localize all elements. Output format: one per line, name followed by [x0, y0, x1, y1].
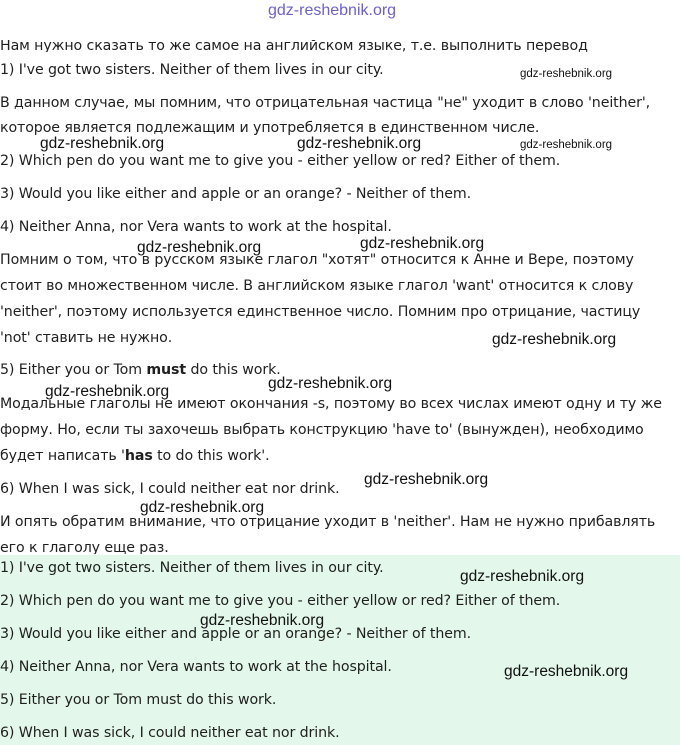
watermark: gdz-reshebnik.org — [364, 471, 489, 488]
note-1-line-1: В данном случае, мы помним, что отрицательная частица "не" уходит в слово 'neither', — [0, 95, 651, 111]
watermark: gdz-reshebnik.org — [520, 68, 613, 80]
sentence-2: 2) Which pen do you want me to give you - either yellow or red? Either of them. — [0, 153, 561, 169]
watermark: gdz-reshebnik.org — [137, 239, 262, 256]
answer-1: 1) I've got two sisters. Neither of them lives in our city. — [0, 560, 384, 576]
watermark: gdz-reshebnik.org — [297, 135, 422, 152]
watermark: gdz-reshebnik.org — [504, 663, 629, 680]
note-4-line-2: стоит во множественном числе. В английском языке глагол 'want' относится к слову — [0, 278, 634, 294]
site-watermark-top: gdz-reshebnik.org — [268, 2, 397, 19]
answer-5: 5) Either you or Tom must do this work. — [0, 692, 277, 708]
note-5-line-1: Модальные глаголы не имеют окончания -s, поэтому во всех числах имеют одну и ту же — [0, 396, 662, 412]
note-4-line-4: 'not' ставить не нужно. — [0, 330, 173, 346]
watermark: gdz-reshebnik.org — [140, 499, 265, 516]
sentence-6: 6) When I was sick, I could neither eat nor drink. — [0, 481, 340, 497]
note-1-line-2: которое является подлежащим и употребляется в единственном числе. — [0, 120, 540, 136]
watermark: gdz-reshebnik.org — [40, 135, 165, 152]
sentence-4: 4) Neither Anna, nor Vera wants to work at the hospital. — [0, 219, 392, 235]
sentence-1: 1) I've got two sisters. Neither of them lives in our city. — [0, 62, 384, 78]
sentence-3: 3) Would you like either and apple or an orange? - Neither of them. — [0, 186, 472, 202]
watermark: gdz-reshebnik.org — [200, 612, 325, 629]
watermark: gdz-reshebnik.org — [268, 375, 393, 392]
note-4-line-1: Помним о том, что в русском языке глагол "хотят" относится к Анне и Вере, поэтому — [0, 252, 634, 268]
note-5-line-3: будет написать 'has to do this work'. — [0, 448, 270, 464]
watermark: gdz-reshebnik.org — [360, 235, 485, 252]
note-6-line-2: его к глаголу еще раз. — [0, 540, 169, 554]
answer-6: 6) When I was sick, I could neither eat nor drink. — [0, 725, 340, 741]
watermark: gdz-reshebnik.org — [520, 139, 613, 151]
emphasis-must: must — [146, 362, 187, 378]
watermark: gdz-reshebnik.org — [45, 383, 170, 400]
answer-4: 4) Neither Anna, nor Vera wants to work at the hospital. — [0, 659, 392, 675]
sentence-5: 5) Either you or Tom must do this work. — [0, 362, 281, 378]
note-6-line-1: И опять обратим внимание, что отрицание уходит в 'neither'. Нам не нужно прибавлять — [0, 514, 656, 530]
answer-2: 2) Which pen do you want me to give you - either yellow or red? Either of them. — [0, 593, 561, 609]
note-5-line-2: форму. Но, если ты захочешь выбрать конструкцию 'have to' (вынужден), необходимо — [0, 422, 644, 438]
emphasis-has: has — [124, 448, 153, 464]
intro-line: Нам нужно сказать то же самое на английском языке, т.е. выполнить перевод — [0, 40, 588, 52]
watermark: gdz-reshebnik.org — [492, 331, 617, 348]
answer-3: 3) Would you like either and apple or an orange? - Neither of them. — [0, 626, 472, 642]
note-4-line-3: 'neither', поэтому используется единственное число. Помним про отрицание, частицу — [0, 304, 641, 320]
watermark: gdz-reshebnik.org — [460, 568, 585, 585]
